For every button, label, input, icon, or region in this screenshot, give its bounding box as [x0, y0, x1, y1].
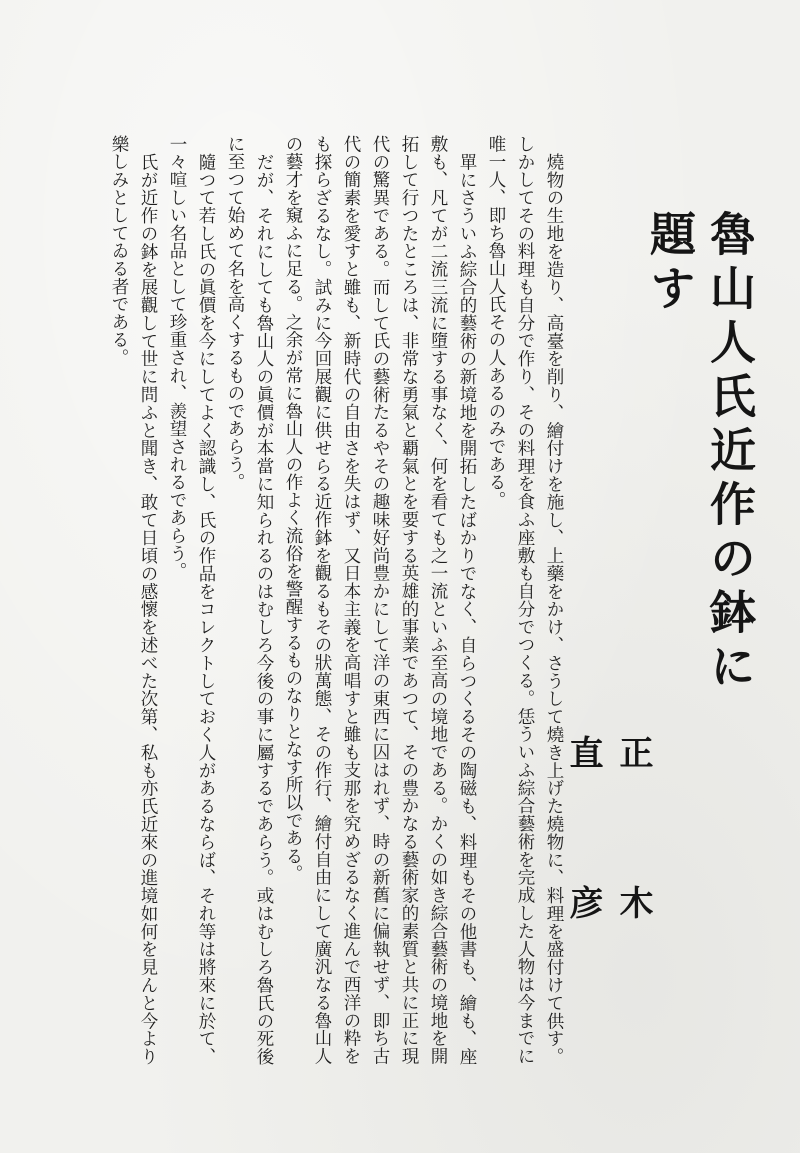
document-title: 魯山人氏近作の鉢に題す — [643, 210, 757, 696]
body-text — [104, 135, 568, 1065]
paragraph: 隨つて若し氏の眞價を今にしてよく認識し、氏の作品をコレクトしておく人があるならば、それ等は將來に於て、一々喧しい名品として珍重され、羨望されるであらう。 — [167, 135, 216, 1065]
paragraph: だが、それにしても魯山人の眞價が本當に知られるのはむしろ今後の事に屬するであらう。或はむしろ魯氏の死後に至つて始めて名を高くするものであらう。 — [225, 135, 274, 1065]
author-name: 正 木 直 彦 — [563, 735, 653, 971]
paragraph: 單にさういふ綜合的藝術の新境地を開拓したばかりでなく、自らつくるその陶磁も、料理もその他書も、繪も、座敷も、凡てが二流三流に墮する事なく、何を看ても之一流といふ至高の境地である。かくの如き綜合藝術の境地を開拓して行つたところは、非常な勇氣と覇氣とを要する英雄的事業であつて、その豊かなる藝術家的素質と共に正に現代の驚異である。而して氏の藝術たるやその趣味好尚豊かにして洋の東西に囚はれず、時の新舊に偏執せず、即ち古代の簡素を愛すと雖も、新時代の自由さを失はず、又日本主義を高唱すと雖も支那を究めざるなく進んで西洋の粋をも探らざるなし。試みに今回展觀に供せらる近作鉢を觀るもその狀萬態、その作行、繪付自由にして廣汎なる魯山人の藝才を窺ふに足る。之余が常に魯山人の作よく流俗を警醒するものなりとなす所以である。 — [283, 135, 477, 1065]
paragraph: 燒物の生地を造り、高臺を削り、繪付けを施し、上藥をかけ、さうして燒き上げた燒物に、料理を盛付けて供す。しかしてその料理も自分で作り、その料理を食ふ座敷も自分でつくる。恁ういふ綜合藝術を完成した人物は今までに唯一人、即ち魯山人氏その人あるのみである。 — [486, 135, 564, 1065]
paragraph: 氏が近作の鉢を展觀して世に問ふと聞き、敢て日頃の感懷を述べた次第、私も亦氏近來の進境如何を見んと今より樂しみとしてゐる者である。 — [109, 135, 158, 1065]
